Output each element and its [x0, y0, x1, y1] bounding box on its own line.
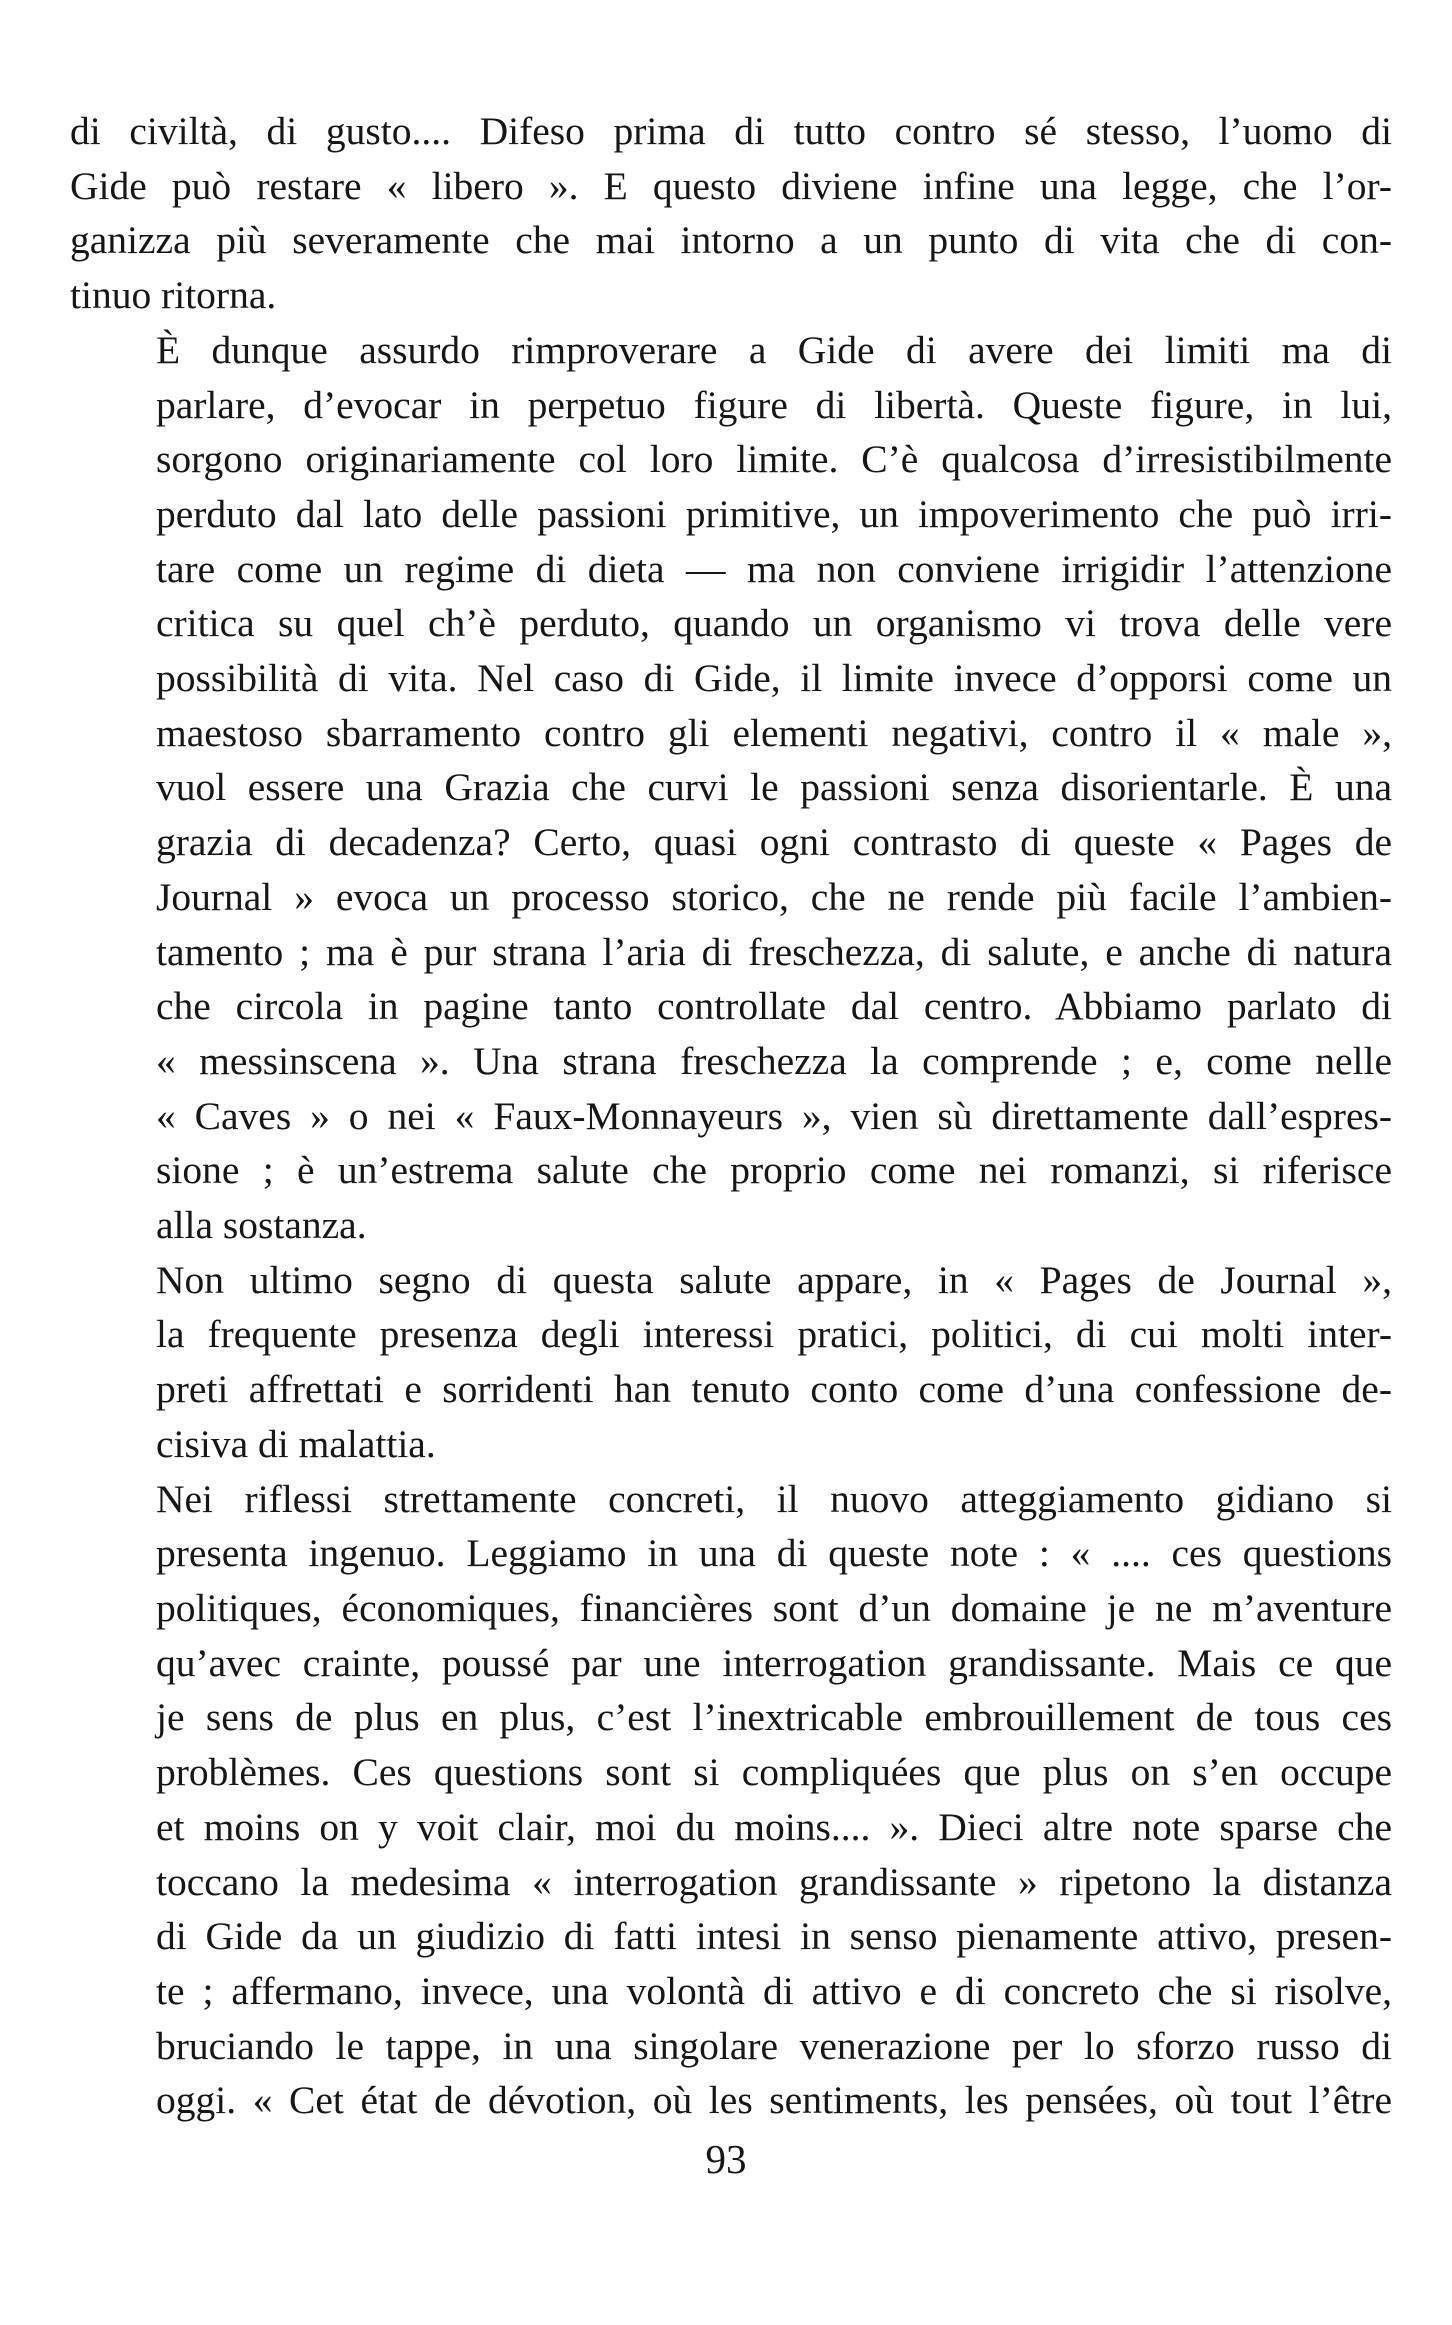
- text-line: che circola in pagine tanto controllate dal centro. Abbiamo parlato di: [156, 984, 1392, 1029]
- paragraph-4: [70, 1472, 1392, 2128]
- text-line: oggi. « Cet état de dévotion, où les sentiments, les pensées, où tout l’être: [156, 2078, 1392, 2123]
- page-body: [70, 104, 1392, 2128]
- text-line: Journal » evoca un processo storico, che ne rende più facile l’ambien-: [156, 874, 1392, 919]
- text-line: tamento ; ma è pur strana l’aria di freschezza, di salute, e anche di natura: [156, 929, 1392, 974]
- text-line: politiques, économiques, financières sont d’un domaine je ne m’aventure: [156, 1585, 1392, 1630]
- text-line: sione ; è un’estrema salute che proprio come nei romanzi, si riferisce: [156, 1148, 1392, 1193]
- text-line: Non ultimo segno di questa salute appare, in « Pages de Journal »,: [156, 1257, 1392, 1302]
- text-line: vuol essere una Grazia che curvi le passioni senza disorientarle. È una: [156, 765, 1392, 810]
- paragraph-3: [70, 1253, 1392, 1472]
- text-line: critica su quel ch’è perduto, quando un organismo vi trova delle vere: [156, 601, 1392, 646]
- text-line: la frequente presenza degli interessi pratici, politici, di cui molti inter-: [156, 1312, 1392, 1357]
- text-line: bruciando le tappe, in una singolare venerazione per lo sforzo russo di: [156, 2023, 1392, 2068]
- page-number: 93: [705, 2136, 747, 2182]
- text-line: « Caves » o nei « Faux-Monnayeurs », vien sù direttamente dall’espres-: [156, 1093, 1392, 1138]
- text-line: preti affrettati e sorridenti han tenuto conto come d’una confessione de-: [156, 1367, 1392, 1412]
- text-line: qu’avec crainte, poussé par une interrogation grandissante. Mais ce que: [156, 1640, 1392, 1685]
- text-line: grazia di decadenza? Certo, quasi ogni contrasto di queste « Pages de: [156, 820, 1392, 865]
- paragraph-2: [70, 323, 1392, 1253]
- text-line: Gide può restare « libero ». E questo diviene infine una legge, che l’or-: [70, 163, 1392, 208]
- text-line: je sens de plus en plus, c’est l’inextricable embrouillement de tous ces: [156, 1695, 1392, 1740]
- text-line: presenta ingenuo. Leggiamo in una di queste note : « .... ces questions: [156, 1531, 1392, 1576]
- text-line: È dunque assurdo rimproverare a Gide di avere dei limiti ma di: [156, 327, 1392, 372]
- text-line: problèmes. Ces questions sont si compliquées que plus on s’en occupe: [156, 1750, 1392, 1795]
- text-line: di civiltà, di gusto.... Difeso prima di tutto contro sé stesso, l’uomo di: [70, 109, 1392, 153]
- text-line: toccano la medesima « interrogation grandissante » ripetono la distanza: [156, 1859, 1392, 1904]
- text-line: alla sostanza.: [156, 1203, 367, 1248]
- text-line: possibilità di vita. Nel caso di Gide, il limite invece d’opporsi come un: [156, 656, 1392, 701]
- text-line: sorgono originariamente col loro limite. C’è qualcosa d’irresistibilmente: [156, 437, 1392, 482]
- text-line: te ; affermano, invece, una volontà di attivo e di concreto che si risolve,: [156, 1968, 1392, 2013]
- text-line: cisiva di malattia.: [156, 1421, 436, 1466]
- text-line: tare come un regime di dieta — ma non conviene irrigidir l’attenzione: [156, 546, 1392, 591]
- paragraph-1: [70, 104, 1392, 323]
- text-line: perduto dal lato delle passioni primitive, un impoverimento che può irri-: [156, 491, 1392, 536]
- text-line: et moins on y voit clair, moi du moins.... ». Dieci altre note sparse che: [156, 1804, 1392, 1849]
- text-line: tinuo ritorna.: [70, 273, 277, 318]
- text-line: ganizza più severamente che mai intorno a un punto di vita che di con-: [70, 218, 1392, 263]
- text-line: parlare, d’evocar in perpetuo figure di libertà. Queste figure, in lui,: [156, 382, 1392, 427]
- text-line: maestoso sbarramento contro gli elementi negativi, contro il « male »,: [156, 710, 1392, 755]
- text-line: « messinscena ». Una strana freschezza la comprende ; e, come nelle: [156, 1038, 1392, 1083]
- text-line: di Gide da un giudizio di fatti intesi in senso pienamente attivo, presen-: [156, 1914, 1392, 1959]
- text-line: Nei riflessi strettamente concreti, il nuovo atteggiamento gidiano si: [156, 1476, 1392, 1521]
